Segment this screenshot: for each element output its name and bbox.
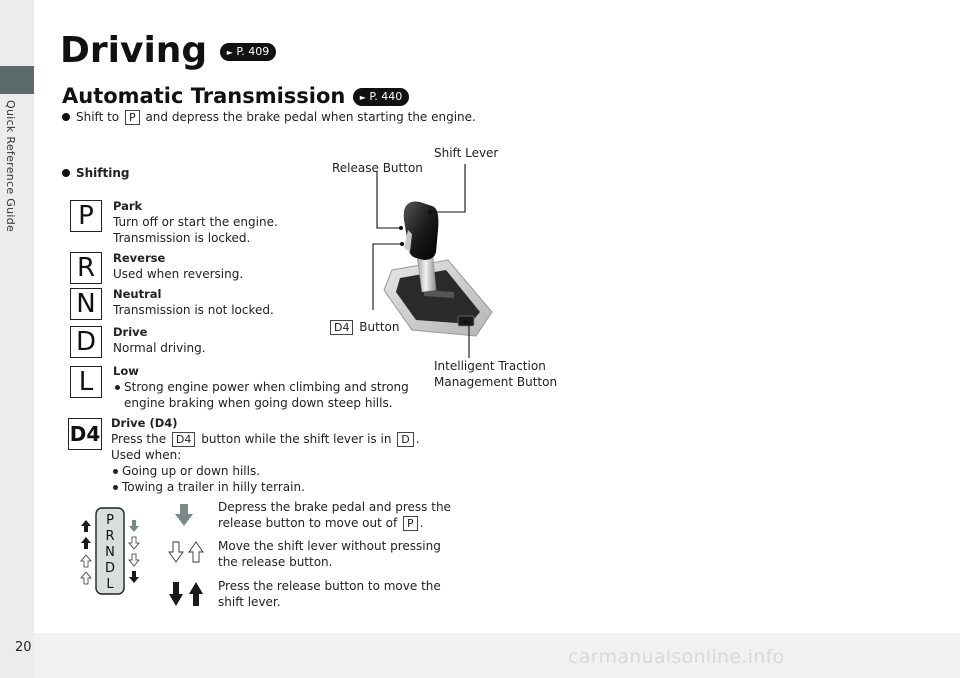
sidebar bbox=[0, 0, 34, 678]
gear-name: Reverse bbox=[113, 251, 166, 265]
itm-label-line: Intelligent Traction bbox=[434, 359, 546, 373]
gear-bullet bbox=[111, 463, 420, 479]
ref-arrow-icon: ► bbox=[226, 48, 233, 57]
bullet-dot-icon bbox=[62, 169, 70, 177]
arrow-down-outline-icon bbox=[129, 554, 139, 566]
pointer-dot-icon bbox=[400, 242, 404, 246]
legend-arrow-outline-up-icon bbox=[189, 542, 203, 562]
key-d4-icon: D4 bbox=[172, 432, 195, 447]
gear-name: Park bbox=[113, 199, 143, 213]
release-button-label: Release Button bbox=[332, 161, 423, 175]
key-d-icon: D bbox=[397, 432, 413, 447]
bullet-dot-icon bbox=[113, 485, 118, 490]
legend-line bbox=[218, 515, 451, 531]
intro-text-after: and depress the brake pedal when starting the engine. bbox=[145, 110, 476, 124]
bullet-dot-icon bbox=[113, 469, 118, 474]
section-title bbox=[62, 84, 409, 108]
gear-line: Used when: bbox=[111, 448, 182, 462]
legend-line-text: release button to move out of bbox=[218, 516, 398, 530]
section-ref-text: P. 440 bbox=[369, 90, 403, 103]
legend-arrow-dark-up-icon bbox=[189, 582, 203, 606]
gear-description-d4 bbox=[111, 415, 420, 495]
legend-item-no-release bbox=[218, 538, 441, 570]
legend-arrow-outline-down-icon bbox=[169, 542, 183, 562]
gear-line bbox=[111, 431, 420, 447]
arrow-up-outline-icon bbox=[81, 555, 91, 567]
shift-gate-diagram bbox=[76, 504, 156, 598]
gate-letter-d: D bbox=[104, 561, 116, 576]
arrow-down-grey-icon bbox=[129, 520, 139, 532]
itm-label-line: Management Button bbox=[434, 375, 558, 389]
legend-line: Depress the brake pedal and press the bbox=[218, 500, 451, 514]
section-title-text: Automatic Transmission bbox=[62, 84, 346, 108]
gear-name: Drive bbox=[113, 325, 148, 339]
gear-p-icon: P bbox=[70, 200, 102, 232]
gear-r-icon: R bbox=[70, 252, 102, 284]
legend-icons bbox=[168, 502, 212, 612]
shifting-heading-text: Shifting bbox=[76, 166, 130, 180]
gear-line-text: button while the shift lever is in bbox=[201, 432, 392, 446]
key-p-icon: P bbox=[125, 110, 140, 125]
gear-description-reverse bbox=[113, 250, 243, 282]
pointer-dot-icon bbox=[428, 210, 432, 214]
gear-line: Transmission is locked. bbox=[113, 231, 251, 245]
gear-line-text: . bbox=[415, 432, 420, 446]
intro-bullet bbox=[62, 110, 476, 125]
d4-button-label bbox=[328, 319, 400, 335]
key-p-icon: P bbox=[403, 516, 418, 531]
gear-bullet-text: Towing a trailer in hilly terrain. bbox=[122, 480, 305, 494]
gate-letter-p: P bbox=[106, 513, 114, 528]
gear-name: Neutral bbox=[113, 287, 162, 301]
d4-button-text: Button bbox=[359, 320, 400, 334]
gear-bullet bbox=[111, 479, 420, 495]
gear-l-icon: L bbox=[70, 366, 102, 398]
gear-name: Low bbox=[113, 364, 139, 378]
gear-line: Turn off or start the engine. bbox=[113, 215, 278, 229]
page-ref-link[interactable] bbox=[220, 43, 277, 61]
gear-bullet-text: Going up or down hills. bbox=[122, 464, 261, 478]
gear-bullet bbox=[113, 379, 409, 395]
gear-n-icon: N bbox=[70, 288, 102, 320]
page-title-text: Driving bbox=[60, 30, 208, 71]
gear-description-park bbox=[113, 198, 278, 246]
gear-line-text: Press the bbox=[111, 432, 167, 446]
legend-line: the release button. bbox=[218, 555, 333, 569]
pointer-dot-icon bbox=[463, 320, 467, 324]
arrow-down-outline-icon bbox=[129, 537, 139, 549]
gear-description-neutral bbox=[113, 286, 274, 318]
gear-description-low bbox=[113, 363, 409, 411]
arrow-up-outline-icon bbox=[81, 572, 91, 584]
gear-bullet-text: engine braking when going down steep hills. bbox=[124, 396, 393, 410]
pointer-dot-icon bbox=[399, 226, 403, 230]
arrow-up-dark-icon bbox=[81, 537, 91, 549]
gear-line: Normal driving. bbox=[113, 341, 206, 355]
page-number: 20 bbox=[15, 640, 32, 655]
legend-arrow-grey-icon bbox=[175, 504, 193, 526]
gear-name: Drive (D4) bbox=[111, 416, 178, 430]
gate-letter-r: R bbox=[105, 529, 115, 544]
bullet-dot-icon bbox=[62, 113, 70, 121]
footer-band bbox=[34, 633, 960, 678]
watermark-text: carmanualsonline.info bbox=[568, 646, 785, 668]
shifting-heading bbox=[62, 166, 130, 180]
gear-line: Used when reversing. bbox=[113, 267, 244, 281]
bullet-dot-icon bbox=[115, 385, 120, 390]
gear-bullet-text: Strong engine power when climbing and strong bbox=[124, 380, 409, 394]
section-ref-link[interactable] bbox=[353, 88, 410, 106]
intro-text-before: Shift to bbox=[76, 110, 120, 124]
gear-d4-icon: D4 bbox=[68, 418, 102, 450]
legend-item-press-release bbox=[218, 578, 441, 610]
section-label: Quick Reference Guide bbox=[4, 100, 17, 233]
legend-arrow-dark-down-icon bbox=[169, 582, 183, 606]
legend-line: shift lever. bbox=[218, 595, 281, 609]
gear-d-icon: D bbox=[70, 326, 102, 358]
shift-lever-label: Shift Lever bbox=[434, 146, 499, 160]
legend-line-text: . bbox=[419, 516, 424, 530]
key-d4-icon: D4 bbox=[330, 320, 353, 335]
gear-line: Transmission is not locked. bbox=[113, 303, 274, 317]
page-ref-text: P. 409 bbox=[236, 45, 270, 58]
gate-letter-l: L bbox=[106, 577, 114, 592]
gate-letter-n: N bbox=[105, 545, 115, 560]
ref-arrow-icon: ► bbox=[359, 93, 366, 102]
shift-console bbox=[384, 260, 492, 336]
itm-button-label bbox=[434, 358, 557, 390]
legend-line: Press the release button to move the bbox=[218, 579, 441, 593]
page-title bbox=[60, 30, 276, 71]
arrow-up-dark-icon bbox=[81, 520, 91, 532]
arrow-down-dark-icon bbox=[129, 571, 139, 583]
legend-line: Move the shift lever without pressing bbox=[218, 539, 441, 553]
legend-item-release-out-of-park bbox=[218, 499, 451, 531]
sidebar-tab-marker[interactable] bbox=[0, 66, 34, 94]
gear-description-drive bbox=[113, 324, 206, 356]
